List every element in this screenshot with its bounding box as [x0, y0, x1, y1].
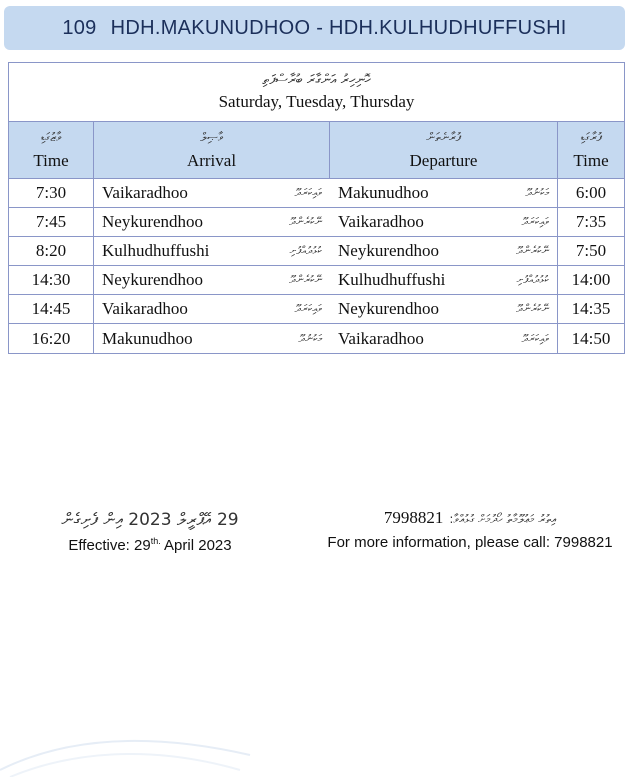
- departure-time: 7:35: [575, 212, 607, 231]
- arrival-cell: [94, 295, 330, 323]
- arrival-cell: [94, 266, 330, 294]
- effective-dhivehi: 29 އޭޕްރީލް 2023 އިން ފެށިގެން: [61, 510, 239, 530]
- contact-english: For more information, please call: 7998821: [327, 534, 613, 551]
- contact-dhivehi-line: [320, 508, 620, 528]
- header-arrival-time-en: Time: [33, 150, 69, 170]
- days-english: Saturday, Tuesday, Thursday: [218, 92, 415, 111]
- departure-time: 7:50: [575, 241, 607, 260]
- arrival-place-dv: ނޭކުރެންދޫ: [289, 273, 322, 286]
- route-number: 109: [62, 16, 97, 39]
- arrival-place: Vaikaradhoo: [102, 183, 188, 202]
- departure-cell: [330, 208, 558, 236]
- table-row: [9, 266, 624, 295]
- header-arrival-en: Arrival: [186, 150, 237, 170]
- header-departure-dv: ފުރާނެތަން: [426, 129, 461, 144]
- arrival-place: Kulhudhuffushi: [102, 241, 210, 260]
- decorative-swoosh-icon: [0, 700, 260, 777]
- arrival-cell: [94, 208, 330, 236]
- departure-place-dv: ކުޅުދުއްފުށި: [516, 273, 549, 286]
- effective-date: [40, 510, 260, 554]
- route-name: HDH.MAKUNUDHOO - HDH.KULHUDHUFFUSHI: [110, 16, 567, 39]
- arrival-place-dv: ކުޅުދުއްފުށި: [289, 244, 322, 257]
- days-dhivehi: ހޮނިހިރު އަންގާރަ ބުރާސްފަތި: [262, 72, 371, 88]
- table-row: [9, 179, 624, 208]
- contact-number: 7998821: [383, 508, 444, 527]
- effective-day: 29: [134, 537, 151, 554]
- arrival-cell: [94, 324, 330, 353]
- departure-place-dv: ވައިކަރަދޫ: [521, 215, 549, 228]
- arrival-time: 14:45: [9, 295, 94, 323]
- departure-place-dv: މަކުނުދޫ: [525, 186, 549, 199]
- arrival-place-dv: މަކުނުދޫ: [298, 331, 322, 345]
- arrival-place: Vaikaradhoo: [102, 299, 188, 318]
- departure-cell: [330, 324, 558, 353]
- departure-cell: [330, 179, 558, 207]
- effective-english: [40, 536, 260, 554]
- departure-place: Kulhudhuffushi: [338, 270, 446, 289]
- arrival-time: 7:30: [9, 179, 94, 207]
- operating-days: [9, 63, 624, 122]
- table-row: [9, 208, 624, 237]
- departure-place: Vaikaradhoo: [338, 328, 424, 348]
- arrival-cell: [94, 179, 330, 207]
- contact-info: [320, 508, 620, 551]
- header-departure-en: Departure: [409, 150, 478, 170]
- arrival-place: Neykurendhoo: [102, 270, 204, 289]
- effective-month-year: April 2023: [164, 537, 232, 554]
- arrival-place-dv: ވައިކަރަދޫ: [294, 186, 322, 199]
- table-row: [9, 237, 624, 266]
- departure-cell: [330, 266, 558, 294]
- header-arrival-time-dv: ވާޒުގަޑި: [40, 129, 62, 144]
- departure-place-dv: ނޭކުރެންދޫ: [516, 244, 549, 257]
- arrival-time: 8:20: [9, 237, 94, 265]
- timetable: [8, 62, 625, 354]
- departure-place: Neykurendhoo: [338, 299, 440, 318]
- contact-dhivehi: އިތުރު މަޢުލޫމާތު ހޯދުމަށް ގުޅުއްވާ:: [449, 512, 557, 526]
- arrival-place: Neykurendhoo: [102, 212, 204, 231]
- table-header: [9, 122, 624, 179]
- departure-place: Makunudhoo: [338, 183, 429, 202]
- departure-place: Vaikaradhoo: [338, 212, 424, 231]
- arrival-cell: [94, 237, 330, 265]
- departure-cell: [330, 237, 558, 265]
- departure-place-dv: ވައިކަރަދޫ: [521, 331, 549, 345]
- route-title: [4, 6, 625, 50]
- departure-time: 14:50: [571, 328, 611, 348]
- departure-place-dv: ނޭކުރެންދޫ: [516, 302, 549, 315]
- departure-cell: [330, 295, 558, 323]
- header-arrival: [94, 122, 330, 178]
- arrival-place-dv: ވައިކަރަދޫ: [294, 302, 322, 315]
- header-arrival-time: [9, 122, 94, 178]
- departure-time: 14:00: [571, 270, 611, 289]
- arrival-time: 7:45: [9, 208, 94, 236]
- header-departure-time: [558, 122, 624, 178]
- header-departure-time-en: Time: [573, 150, 609, 170]
- table-row: [9, 295, 624, 324]
- header-arrival-dv: ވާޞިލް: [200, 129, 223, 144]
- departure-time: 14:35: [571, 299, 611, 318]
- arrival-place: Makunudhoo: [102, 328, 193, 348]
- header-departure-time-dv: ފުރާގަޑި: [580, 129, 602, 144]
- effective-label: Effective:: [68, 537, 130, 554]
- effective-suffix: th.: [150, 536, 161, 546]
- arrival-time: 14:30: [9, 266, 94, 294]
- arrival-place-dv: ނޭކުރެންދޫ: [289, 215, 322, 228]
- departure-place: Neykurendhoo: [338, 241, 440, 260]
- table-row: [9, 324, 624, 353]
- header-departure: [330, 122, 558, 178]
- arrival-time: 16:20: [9, 324, 94, 353]
- departure-time: 6:00: [575, 183, 607, 202]
